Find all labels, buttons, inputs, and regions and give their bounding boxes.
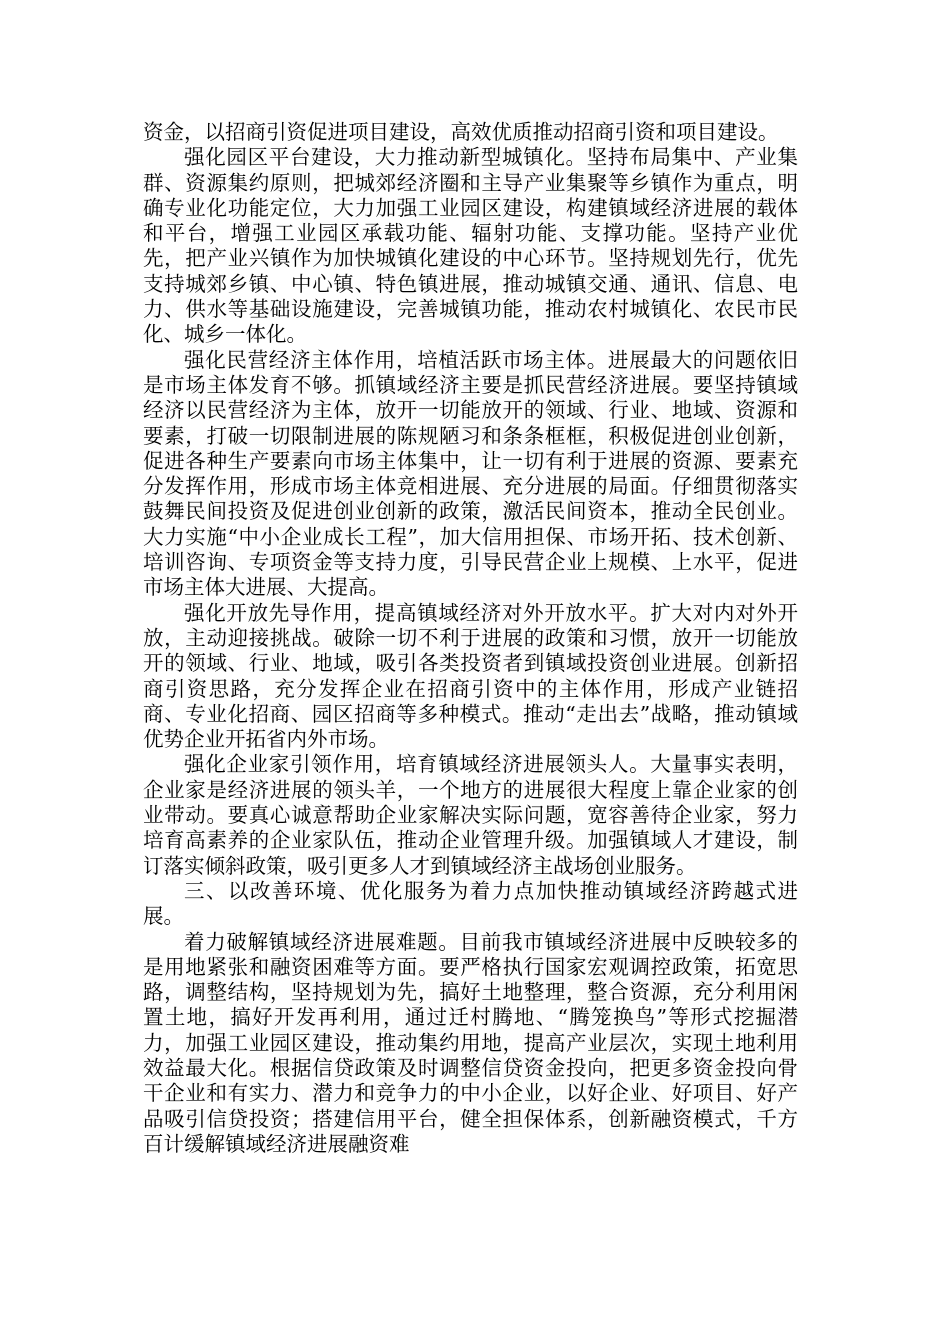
body-text (143, 120, 798, 1157)
paragraph-6: 着力破解镇域经济进展难题。目前我市镇域经济进展中反映较多的是用地紧张和融资困难等方面。要严格执行国家宏观调控政策，拓宽思路，调整结构，坚持规划为先，搞好土地整理，整合资源，充分利用闲置土地，搞好开发再利用，通过迁村腾地、“腾笼换鸟”等形式挖掘潜力，加强工业园区建设，推动集约用地，提高产业层次，实现土地利用效益最大化。根据信贷政策及时调整信贷资金投向，把更多资金投向骨干企业和有实力、潜力和竞争力的中小企业，以好企业、好项目、好产品吸引信贷投资；搭建信用平台，健全担保体系，创新融资模式，千方百计缓解镇域经济进展融资难 (143, 929, 798, 1156)
paragraph-4: 强化开放先导作用，提高镇域经济对外开放水平。扩大对内对外开放，主动迎接挑战。破除一切不利于进展的政策和习惯，放开一切能放开的领域、行业、地域，吸引各类投资者到镇域投资创业进展。创新招商引资思路，充分发挥企业在招商引资中的主体作用，形成产业链招商、专业化招商、园区招商等多种模式。推动“走出去”战略，推动镇域优势企业开拓省内外市场。 (143, 600, 798, 752)
paragraph-5: 强化企业家引领作用，培育镇域经济进展领头人。大量事实表明，企业家是经济进展的领头羊，一个地方的进展很大程度上靠企业家的创业带动。要真心诚意帮助企业家解决实际问题，宽容善待企业家，努力培育高素养的企业家队伍，推动企业管理升级。加强镇域人才建设，制订落实倾斜政策，吸引更多人才到镇域经济主战场创业服务。 (143, 752, 798, 878)
paragraph-1: 资金，以招商引资促进项目建设，高效优质推动招商引资和项目建设。 (143, 120, 779, 144)
paragraph-3: 强化民营经济主体作用，培植活跃市场主体。进展最大的问题依旧是市场主体发育不够。抓镇域经济主要是抓民营经济进展。要坚持镇域经济以民营经济为主体，放开一切能放开的领域、行业、地域、资源和要素，打破一切限制进展的陈规陋习和条条框框，积极促进创业创新，促进各种生产要素向市场主体集中，让一切有利于进展的资源、要素充分发挥作用，形成市场主体竞相进展、充分进展的局面。仔细贯彻落实鼓舞民间投资及促进创业创新的政策，激活民间资本，推动全民创业。大力实施“中小企业成长工程”，加大信用担保、市场开拓、技术创新、培训咨询、专项资金等支持力度，引导民营企业上规模、上水平，促进市场主体大进展、大提高。 (143, 347, 798, 600)
section-heading-3: 三、以改善环境、优化服务为着力点加快推动镇域经济跨越式进展。 (143, 878, 798, 929)
paragraph-2: 强化园区平台建设，大力推动新型城镇化。坚持布局集中、产业集群、资源集约原则，把城郊经济圈和主导产业集聚等乡镇作为重点，明确专业化功能定位，大力加强工业园区建设，构建镇域经济进展的载体和平台，增强工业园区承载功能、辐射功能、支撑功能。坚持产业优先，把产业兴镇作为加快城镇化建设的中心环节。坚持规划先行，优先支持城郊乡镇、中心镇、特色镇进展，推动城镇交通、通讯、信息、电力、供水等基础设施建设，完善城镇功能，推动农村城镇化、农民市民化、城乡一体化。 (143, 145, 798, 347)
